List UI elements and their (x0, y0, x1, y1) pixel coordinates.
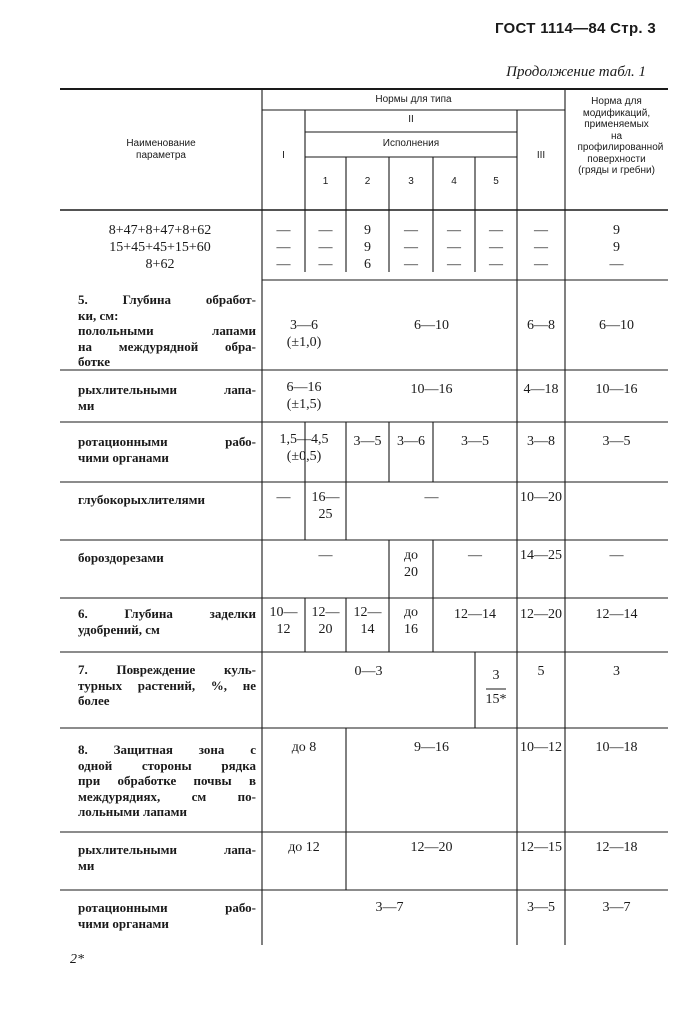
protect-type1: до 8 (291, 740, 317, 755)
page-footer-mark: 2* (70, 952, 84, 967)
depth-deep-label: глубокорыхлителями (78, 492, 206, 507)
header-type-3: III (536, 150, 546, 161)
fert-type3: 12—20 (520, 607, 562, 622)
protect-loos-label: рыхлительными лапа- ми (78, 842, 256, 873)
protect-mod: 10—18 (595, 740, 638, 755)
depth-loos-type2: 10—16 (410, 382, 453, 397)
damage-type1-exec4: 0—3 (354, 664, 383, 679)
header-exec-1: 1 (322, 176, 329, 187)
scheme-exec1-values: — — — (318, 223, 333, 272)
header-type-2: II (408, 114, 414, 125)
protect-type2: 9—16 (414, 740, 449, 755)
fert-type1: 10— 12 (269, 605, 298, 637)
protect-rot-type12: 3—7 (375, 900, 404, 915)
header-exec-2: 2 (364, 176, 371, 187)
protect-loos-mod: 12—18 (595, 840, 638, 855)
protect-rot-mod: 3—7 (602, 900, 631, 915)
depth-weed-mod: 6—10 (599, 318, 634, 333)
depth-loos-label: рыхлительными лапа- ми (78, 382, 256, 413)
depth-weed-type2: 6—10 (414, 318, 449, 333)
scheme-exec3-values: — — — (404, 223, 418, 272)
depth-rot-type1: 1,5—4,5 (±0,5) (279, 432, 329, 464)
header-executions: Исполнения (382, 138, 440, 149)
depth-rot-exec45: 3—5 (461, 434, 489, 449)
scheme-exec4-values: — — — (447, 223, 461, 272)
damage-type3: 5 (537, 664, 545, 679)
scheme-labels: 8+47+8+47+8+62 15+45+45+15+60 8+62 (108, 223, 212, 272)
depth-furrow-exec45: — (468, 548, 482, 563)
protect-type3: 10—12 (520, 740, 562, 755)
scheme-exec5-values: — — — (489, 223, 503, 272)
depth-furrow-type1-exec2: — (318, 548, 333, 563)
scheme-type3-values: — — — (534, 223, 548, 272)
header-exec-4: 4 (451, 176, 457, 187)
fert-label: 6. Глубина заделки удобрений, см (78, 606, 256, 637)
table-continuation-label: Продолжение табл. 1 (506, 64, 646, 80)
depth-rot-type3: 3—8 (527, 434, 555, 449)
depth-furrow-mod: — (609, 548, 624, 563)
header-exec-5: 5 (493, 176, 499, 187)
fert-exec1: 12— 20 (311, 605, 340, 637)
depth-rot-exec2: 3—5 (353, 434, 382, 449)
header-exec-3: 3 (408, 176, 414, 187)
header-modification: Норма для модификаций, применяемых на профилированной поверхности (гряды и гребни) (577, 96, 664, 176)
header-type-1: I (282, 150, 285, 161)
depth-furrow-exec3: до 20 (403, 548, 419, 580)
scheme-mod-values: 9 9 — (609, 223, 624, 272)
protect-rot-label: ротационными рабо- чими органами (78, 900, 256, 931)
protect-label: 8. Защитная зона с одной стороны рядка при обработке почвы в междурядиях, см по- лольными лапами (78, 742, 256, 820)
scheme-exec2-values: 9 9 6 (364, 223, 371, 272)
fert-exec2: 12— 14 (353, 605, 382, 637)
depth-deep-exec1: 16— 25 (311, 490, 340, 522)
protect-rot-type3: 3—5 (527, 900, 555, 915)
depth-deep-type1: — (276, 490, 291, 505)
depth-title: 5. Глубина обработ- ки, см: полольными лапами на междурядной обра- ботке (78, 292, 256, 370)
depth-deep-exec2-5: — (424, 490, 439, 505)
protect-loos-type3: 12—15 (520, 840, 562, 855)
depth-weed-type1: 3—6 (±1,0) (286, 318, 322, 350)
protect-loos-type2: 12—20 (410, 840, 453, 855)
fert-exec3: до 16 (403, 605, 419, 637)
protect-loos-type1: до 12 (288, 840, 320, 855)
damage-label: 7. Повреждение куль- турных растений, %, не более (78, 662, 256, 709)
standard-number: ГОСТ 1114—84 (494, 20, 606, 37)
depth-rot-exec3: 3—6 (397, 434, 425, 449)
depth-deep-type3: 10—20 (520, 490, 562, 505)
depth-rot-label: ротационными рабо- чими органами (78, 434, 256, 465)
damage-mod: 3 (613, 664, 620, 679)
depth-loos-type1: 6—16 (±1,5) (286, 380, 322, 412)
fert-mod: 12—14 (595, 607, 638, 622)
depth-rot-mod: 3—5 (602, 434, 631, 449)
depth-furrow-type3: 14—25 (520, 548, 562, 563)
damage-exec5-denominator: 15* (485, 692, 507, 707)
damage-exec5-numerator: 3 (492, 668, 500, 683)
header-param-name: Наименование параметра (126, 138, 196, 161)
fert-exec45: 12—14 (454, 607, 496, 622)
page-number: Стр. 3 (610, 20, 656, 37)
depth-loos-mod: 10—16 (595, 382, 638, 397)
depth-weed-type3: 6—8 (527, 318, 555, 333)
depth-furrow-label: бороздорезами (78, 550, 164, 565)
scheme-type1-values: — — — (276, 223, 291, 272)
header-norms-for-type: Нормы для типа (375, 94, 452, 105)
depth-loos-type3: 4—18 (523, 382, 559, 397)
